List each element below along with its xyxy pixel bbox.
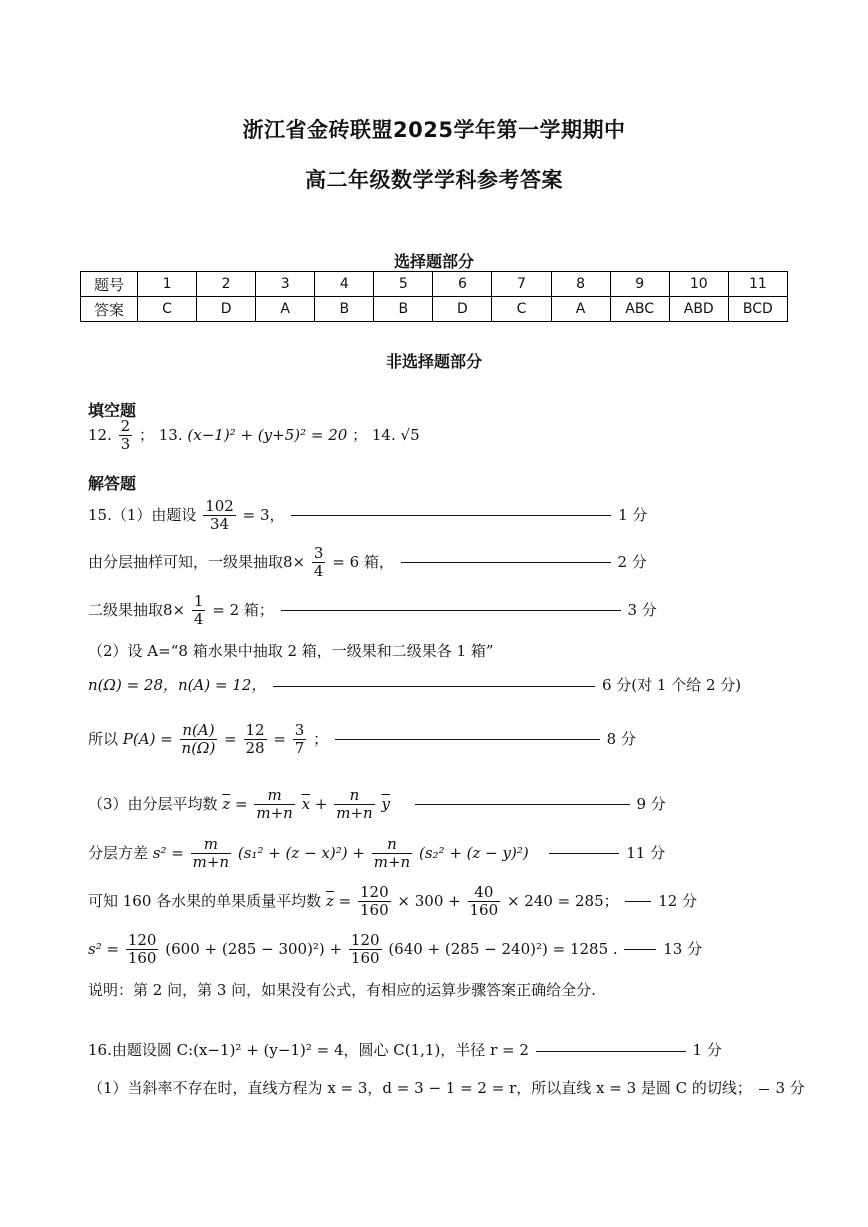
table-cell: 7 [492,272,551,297]
fill-answers: 12. $\frac{2}{3}$ ； 13. (x−1)² + (y+5)² = 20 ； 14. √5 [88,417,420,454]
q16-line-2: （1）当斜率不存在时，直线方程为 x = 3，d = 3 − 1 = 2 = r，所以直线 x = 3 是圆 C 的切线； 3 分 [88,1079,805,1097]
table-cell: B [315,297,374,322]
q12-label: 12. [88,425,112,444]
nonchoice-section-heading: 非选择题部分 [385,352,482,371]
score: 12 分 [658,891,698,910]
dash-line [536,1051,686,1052]
q15-line-8: 分层方差 s² = $\frac{m}{m+n}$ (s₁² + (z − x)²) + $\frac{n}{m+n}$ (s₂² + (z − y)²) 11 分 [88,835,666,872]
score: 6 分(对 1 个给 2 分) [601,676,742,694]
row-header: 答案 [81,297,138,322]
table-cell: 3 [256,272,315,297]
solve-heading: 解答题 [88,474,137,493]
table-cell: 1 [138,272,197,297]
table-row [81,272,788,297]
dash-line [549,853,619,854]
dash-line [273,686,595,687]
score: 1 分 [618,505,648,524]
score: 9 分 [636,794,666,813]
q15-line-10: s² = $\frac{120}{160}$ (600 + (285 − 300)²) + $\frac{120}{160}$ (640 + (285 − 240)²) = 1285 . 13 分 [88,931,703,968]
table-cell: ABC [610,297,669,322]
dash-line [415,804,630,805]
score: 3 分 [775,1079,805,1097]
score: 3 分 [627,600,657,619]
answer-table [80,271,788,322]
table-cell: 2 [197,272,256,297]
score: 1 分 [692,1041,722,1059]
fill-heading: 填空题 [88,401,137,420]
table-cell: BCD [728,297,787,322]
table-cell: B [374,297,433,322]
q15-line-4: （2）设 A=“8 箱水果中抽取 2 箱，一级果和二级果各 1 箱” [88,642,494,660]
q15-line-6: 所以 P(A) = $\frac{n(A)}{n(\Omega)}$ = $\frac{12}{28}$ = $\frac{3}{7}$ ； 8 分 [88,721,636,758]
table-cell: C [492,297,551,322]
q15-line-9: 可知 160 各水果的单果质量平均数 $\overline{z}$ = $\frac{120}{160}$ × 300 + $\frac{40}{160}$ × 240 = 285； 12 分 [88,883,698,920]
score: 8 分 [606,729,636,748]
score: 2 分 [617,552,647,571]
score: 13 分 [663,939,703,958]
q14-label: 14. [371,425,396,444]
table-cell: 8 [551,272,610,297]
table-row [81,297,788,322]
table-cell: 6 [433,272,492,297]
q15-line-2: 由分层抽样可知，一级果抽取8× $\frac{3}{4}$ = 6 箱， 2 分 [88,544,647,581]
q13-answer: (x−1)² + (y+5)² = 20 [187,425,348,444]
q15-note: 说明：第 2 问，第 3 问，如果没有公式，有相应的运算步骤答案正确给全分. [88,981,596,999]
table-cell: 5 [374,272,433,297]
table-cell: D [433,297,492,322]
row-header: 题号 [81,272,138,297]
table-cell: 9 [610,272,669,297]
q12-fraction: $\frac{2}{3}$ [120,417,131,454]
dash-line [291,515,611,516]
choice-section-heading: 选择题部分 [393,252,474,271]
score: 11 分 [626,843,666,862]
table-cell: A [551,297,610,322]
table-cell: 11 [728,272,787,297]
dash-line [401,562,611,563]
q14-answer: √5 [400,425,420,444]
dash-line [625,901,651,902]
dash-line [281,610,621,611]
q13-label: 13. [158,425,183,444]
dash-line [624,949,656,950]
table-cell: D [197,297,256,322]
page-title: 浙江省金砖联盟2025学年第一学期期中 [242,118,626,142]
table-cell: 10 [669,272,728,297]
dash-line [335,739,600,740]
q16-line-1: 16.由题设圆 C:(x−1)² + (y−1)² = 4，圆心 C(1,1)，半径 r = 2 1 分 [88,1041,722,1059]
table-cell: C [138,297,197,322]
table-cell: 4 [315,272,374,297]
q15-line-3: 二级果抽取8× $\frac{1}{4}$ = 2 箱； 3 分 [88,592,657,629]
q15-line-7: （3）由分层平均数 $\overline{z}$ = $\frac{m}{m+n}$ $\overline{x}$ + $\frac{n}{m+n}$ $\overline{y}$ 9 分 [88,786,666,823]
q15-line-1: 15.（1）由题设 $\frac{102}{34}$ = 3， 1 分 [88,497,648,534]
table-cell: ABD [669,297,728,322]
page-subtitle: 高二年级数学学科参考答案 [305,168,563,192]
dash-line [759,1089,769,1090]
q15-line-5: n(Ω) = 28，n(A) = 12， 6 分(对 1 个给 2 分) [88,676,742,694]
table-cell: A [256,297,315,322]
